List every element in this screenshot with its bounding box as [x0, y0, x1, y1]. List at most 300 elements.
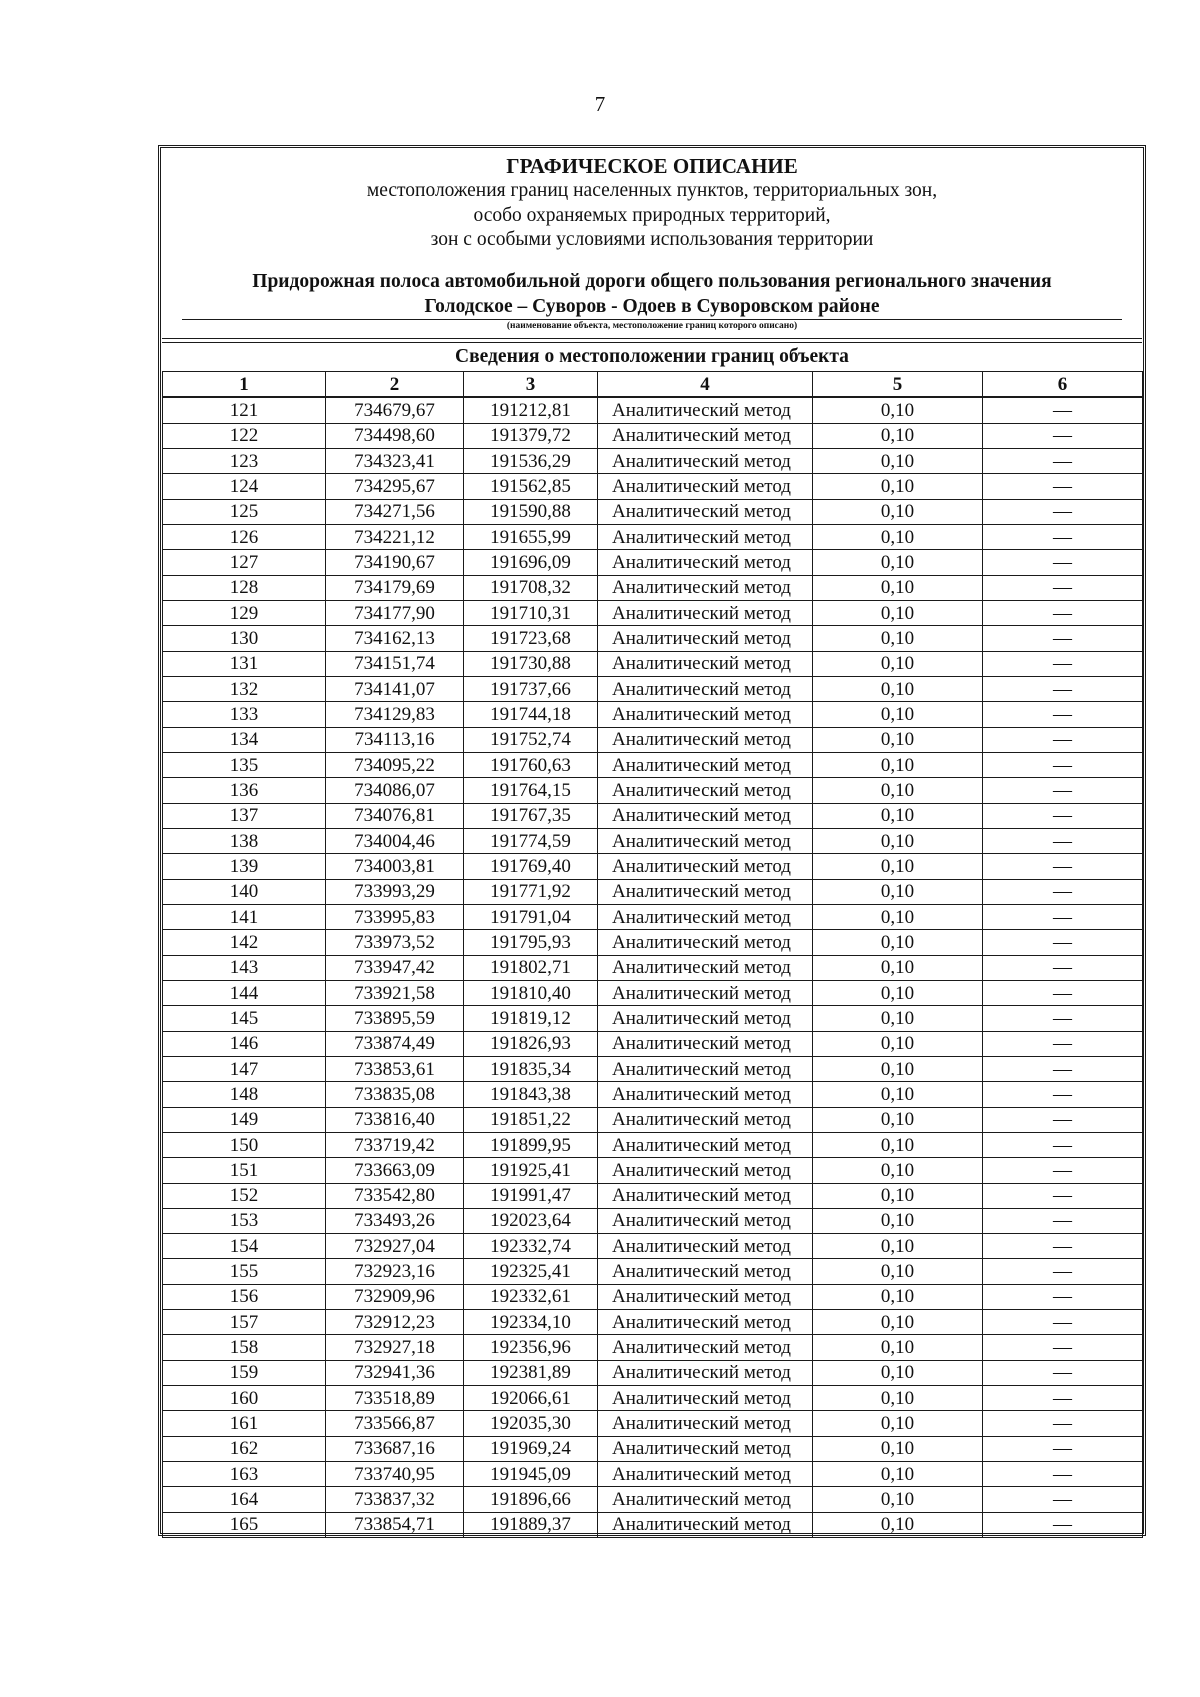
point-number-cell: 163	[163, 1462, 326, 1487]
y-coordinate-cell: 191744,18	[464, 702, 598, 727]
x-coordinate-cell: 734323,41	[326, 448, 464, 473]
y-coordinate-cell: 191889,37	[464, 1512, 598, 1537]
table-row	[163, 930, 1143, 955]
note-cell: —	[983, 1082, 1143, 1107]
note-cell: —	[983, 1031, 1143, 1056]
point-number-cell: 123	[163, 448, 326, 473]
y-coordinate-cell: 191843,38	[464, 1082, 598, 1107]
accuracy-cell: 0,10	[813, 904, 983, 929]
point-number-cell: 140	[163, 879, 326, 904]
x-coordinate-cell: 733493,26	[326, 1208, 464, 1233]
point-number-cell: 157	[163, 1310, 326, 1335]
x-coordinate-cell: 733973,52	[326, 930, 464, 955]
y-coordinate-cell: 191925,41	[464, 1158, 598, 1183]
point-number-cell: 126	[163, 524, 326, 549]
accuracy-cell: 0,10	[813, 1234, 983, 1259]
x-coordinate-cell: 733566,87	[326, 1411, 464, 1436]
table-row	[163, 600, 1143, 625]
column-header: 4	[598, 372, 813, 398]
table-row	[163, 1006, 1143, 1031]
point-number-cell: 134	[163, 727, 326, 752]
note-cell: —	[983, 1512, 1143, 1537]
object-name-underline	[182, 294, 1122, 320]
y-coordinate-cell: 191710,31	[464, 600, 598, 625]
y-coordinate-cell: 191730,88	[464, 651, 598, 676]
table-header-row	[163, 372, 1143, 398]
accuracy-cell: 0,10	[813, 423, 983, 448]
note-cell: —	[983, 930, 1143, 955]
note-cell: —	[983, 702, 1143, 727]
note-cell: —	[983, 1132, 1143, 1157]
x-coordinate-cell: 734271,56	[326, 499, 464, 524]
point-number-cell: 139	[163, 854, 326, 879]
note-cell: —	[983, 1259, 1143, 1284]
accuracy-cell: 0,10	[813, 1208, 983, 1233]
point-number-cell: 133	[163, 702, 326, 727]
method-cell: Аналитический метод	[598, 397, 813, 423]
y-coordinate-cell: 192356,96	[464, 1335, 598, 1360]
table-row	[163, 550, 1143, 575]
table-body	[163, 397, 1143, 1537]
table-row	[163, 904, 1143, 929]
table-row	[163, 879, 1143, 904]
point-number-cell: 143	[163, 955, 326, 980]
note-cell: —	[983, 803, 1143, 828]
note-cell: —	[983, 1386, 1143, 1411]
method-cell: Аналитический метод	[598, 930, 813, 955]
point-number-cell: 156	[163, 1284, 326, 1309]
point-number-cell: 141	[163, 904, 326, 929]
note-cell: —	[983, 575, 1143, 600]
y-coordinate-cell: 191379,72	[464, 423, 598, 448]
accuracy-cell: 0,10	[813, 575, 983, 600]
accuracy-cell: 0,10	[813, 879, 983, 904]
note-cell: —	[983, 1462, 1143, 1487]
x-coordinate-cell: 734162,13	[326, 626, 464, 651]
table-row	[163, 1056, 1143, 1081]
method-cell: Аналитический метод	[598, 499, 813, 524]
method-cell: Аналитический метод	[598, 1056, 813, 1081]
table-row	[163, 1208, 1143, 1233]
y-coordinate-cell: 192332,74	[464, 1234, 598, 1259]
note-cell: —	[983, 600, 1143, 625]
note-cell: —	[983, 1183, 1143, 1208]
point-number-cell: 165	[163, 1512, 326, 1537]
x-coordinate-cell: 734141,07	[326, 676, 464, 701]
x-coordinate-cell: 734076,81	[326, 803, 464, 828]
accuracy-cell: 0,10	[813, 397, 983, 423]
x-coordinate-cell: 733854,71	[326, 1512, 464, 1537]
point-number-cell: 142	[163, 930, 326, 955]
x-coordinate-cell: 734129,83	[326, 702, 464, 727]
method-cell: Аналитический метод	[598, 1082, 813, 1107]
note-cell: —	[983, 1335, 1143, 1360]
y-coordinate-cell: 191774,59	[464, 828, 598, 853]
y-coordinate-cell: 192325,41	[464, 1259, 598, 1284]
table-row	[163, 1234, 1143, 1259]
x-coordinate-cell: 733816,40	[326, 1107, 464, 1132]
y-coordinate-cell: 191795,93	[464, 930, 598, 955]
y-coordinate-cell: 191802,71	[464, 955, 598, 980]
table-row	[163, 1259, 1143, 1284]
accuracy-cell: 0,10	[813, 1132, 983, 1157]
method-cell: Аналитический метод	[598, 600, 813, 625]
method-cell: Аналитический метод	[598, 828, 813, 853]
note-cell: —	[983, 727, 1143, 752]
table-row	[163, 575, 1143, 600]
x-coordinate-cell: 733740,95	[326, 1462, 464, 1487]
accuracy-cell: 0,10	[813, 676, 983, 701]
y-coordinate-cell: 191826,93	[464, 1031, 598, 1056]
document-header	[162, 149, 1142, 339]
accuracy-cell: 0,10	[813, 1360, 983, 1385]
method-cell: Аналитический метод	[598, 727, 813, 752]
table-row	[163, 1132, 1143, 1157]
point-number-cell: 149	[163, 1107, 326, 1132]
method-cell: Аналитический метод	[598, 1158, 813, 1183]
point-number-cell: 144	[163, 980, 326, 1005]
object-name-line-1: Придорожная полоса автомобильной дороги общего пользования регионального значения	[252, 270, 1052, 292]
accuracy-cell: 0,10	[813, 727, 983, 752]
y-coordinate-cell: 191851,22	[464, 1107, 598, 1132]
y-coordinate-cell: 191708,32	[464, 575, 598, 600]
x-coordinate-cell: 732927,04	[326, 1234, 464, 1259]
note-cell: —	[983, 1006, 1143, 1031]
method-cell: Аналитический метод	[598, 474, 813, 499]
method-cell: Аналитический метод	[598, 1310, 813, 1335]
table-row	[163, 778, 1143, 803]
x-coordinate-cell: 734003,81	[326, 854, 464, 879]
x-coordinate-cell: 732909,96	[326, 1284, 464, 1309]
y-coordinate-cell: 191696,09	[464, 550, 598, 575]
column-header: 2	[326, 372, 464, 398]
x-coordinate-cell: 732923,16	[326, 1259, 464, 1284]
y-coordinate-cell: 191945,09	[464, 1462, 598, 1487]
accuracy-cell: 0,10	[813, 1082, 983, 1107]
table-row	[163, 828, 1143, 853]
method-cell: Аналитический метод	[598, 778, 813, 803]
accuracy-cell: 0,10	[813, 1386, 983, 1411]
note-cell: —	[983, 474, 1143, 499]
method-cell: Аналитический метод	[598, 575, 813, 600]
y-coordinate-cell: 191810,40	[464, 980, 598, 1005]
x-coordinate-cell: 734113,16	[326, 727, 464, 752]
note-cell: —	[983, 1158, 1143, 1183]
note-cell: —	[983, 1411, 1143, 1436]
method-cell: Аналитический метод	[598, 904, 813, 929]
method-cell: Аналитический метод	[598, 1006, 813, 1031]
table-row	[163, 651, 1143, 676]
note-cell: —	[983, 448, 1143, 473]
method-cell: Аналитический метод	[598, 752, 813, 777]
x-coordinate-cell: 732941,36	[326, 1360, 464, 1385]
table-row	[163, 524, 1143, 549]
point-number-cell: 147	[163, 1056, 326, 1081]
method-cell: Аналитический метод	[598, 1386, 813, 1411]
table-row	[163, 752, 1143, 777]
method-cell: Аналитический метод	[598, 980, 813, 1005]
point-number-cell: 164	[163, 1487, 326, 1512]
x-coordinate-cell: 734190,67	[326, 550, 464, 575]
accuracy-cell: 0,10	[813, 524, 983, 549]
table-row	[163, 423, 1143, 448]
accuracy-cell: 0,10	[813, 1183, 983, 1208]
note-cell: —	[983, 651, 1143, 676]
x-coordinate-cell: 732927,18	[326, 1335, 464, 1360]
accuracy-cell: 0,10	[813, 1462, 983, 1487]
x-coordinate-cell: 733835,08	[326, 1082, 464, 1107]
x-coordinate-cell: 734295,67	[326, 474, 464, 499]
x-coordinate-cell: 733995,83	[326, 904, 464, 929]
accuracy-cell: 0,10	[813, 600, 983, 625]
x-coordinate-cell: 733837,32	[326, 1487, 464, 1512]
method-cell: Аналитический метод	[598, 1284, 813, 1309]
accuracy-cell: 0,10	[813, 448, 983, 473]
accuracy-cell: 0,10	[813, 550, 983, 575]
point-number-cell: 161	[163, 1411, 326, 1436]
note-cell: —	[983, 423, 1143, 448]
accuracy-cell: 0,10	[813, 474, 983, 499]
method-cell: Аналитический метод	[598, 1183, 813, 1208]
method-cell: Аналитический метод	[598, 423, 813, 448]
x-coordinate-cell: 734004,46	[326, 828, 464, 853]
y-coordinate-cell: 191562,85	[464, 474, 598, 499]
x-coordinate-cell: 732912,23	[326, 1310, 464, 1335]
note-cell: —	[983, 676, 1143, 701]
accuracy-cell: 0,10	[813, 1158, 983, 1183]
accuracy-cell: 0,10	[813, 1107, 983, 1132]
y-coordinate-cell: 191760,63	[464, 752, 598, 777]
x-coordinate-cell: 733518,89	[326, 1386, 464, 1411]
accuracy-cell: 0,10	[813, 1436, 983, 1461]
note-cell: —	[983, 1436, 1143, 1461]
y-coordinate-cell: 191835,34	[464, 1056, 598, 1081]
method-cell: Аналитический метод	[598, 651, 813, 676]
y-coordinate-cell: 191212,81	[464, 397, 598, 423]
table-row	[163, 1335, 1143, 1360]
y-coordinate-cell: 191896,66	[464, 1487, 598, 1512]
note-cell: —	[983, 904, 1143, 929]
table-row	[163, 474, 1143, 499]
note-cell: —	[983, 524, 1143, 549]
method-cell: Аналитический метод	[598, 1436, 813, 1461]
method-cell: Аналитический метод	[598, 1107, 813, 1132]
note-cell: —	[983, 626, 1143, 651]
accuracy-cell: 0,10	[813, 702, 983, 727]
note-cell: —	[983, 1487, 1143, 1512]
accuracy-cell: 0,10	[813, 499, 983, 524]
x-coordinate-cell: 734679,67	[326, 397, 464, 423]
accuracy-cell: 0,10	[813, 1310, 983, 1335]
x-coordinate-cell: 733663,09	[326, 1158, 464, 1183]
x-coordinate-cell: 733993,29	[326, 879, 464, 904]
title-line-1: местоположения границ населенных пунктов, территориальных зон,	[366, 180, 938, 201]
y-coordinate-cell: 191590,88	[464, 499, 598, 524]
point-number-cell: 128	[163, 575, 326, 600]
note-cell: —	[983, 980, 1143, 1005]
method-cell: Аналитический метод	[598, 626, 813, 651]
point-number-cell: 162	[163, 1436, 326, 1461]
y-coordinate-cell: 191771,92	[464, 879, 598, 904]
table-row	[163, 1082, 1143, 1107]
x-coordinate-cell: 733687,16	[326, 1436, 464, 1461]
method-cell: Аналитический метод	[598, 676, 813, 701]
y-coordinate-cell: 192035,30	[464, 1411, 598, 1436]
table-row	[163, 980, 1143, 1005]
method-cell: Аналитический метод	[598, 1335, 813, 1360]
method-cell: Аналитический метод	[598, 879, 813, 904]
note-cell: —	[983, 397, 1143, 423]
point-number-cell: 160	[163, 1386, 326, 1411]
y-coordinate-cell: 191764,15	[464, 778, 598, 803]
point-number-cell: 122	[163, 423, 326, 448]
table-row	[163, 702, 1143, 727]
method-cell: Аналитический метод	[598, 1462, 813, 1487]
x-coordinate-cell: 734498,60	[326, 423, 464, 448]
point-number-cell: 127	[163, 550, 326, 575]
method-cell: Аналитический метод	[598, 1132, 813, 1157]
point-number-cell: 154	[163, 1234, 326, 1259]
note-cell: —	[983, 1234, 1143, 1259]
title-line-2: особо охраняемых природных территорий,	[473, 204, 831, 226]
accuracy-cell: 0,10	[813, 854, 983, 879]
point-number-cell: 135	[163, 752, 326, 777]
note-cell: —	[983, 1107, 1143, 1132]
method-cell: Аналитический метод	[598, 1411, 813, 1436]
accuracy-cell: 0,10	[813, 803, 983, 828]
table-row	[163, 1436, 1143, 1461]
table-row	[163, 854, 1143, 879]
table-row	[163, 727, 1143, 752]
x-coordinate-cell: 734221,12	[326, 524, 464, 549]
column-header: 6	[983, 372, 1143, 398]
note-cell: —	[983, 499, 1143, 524]
accuracy-cell: 0,10	[813, 626, 983, 651]
document-title: ГРАФИЧЕСКОЕ ОПИСАНИЕ	[506, 154, 798, 178]
accuracy-cell: 0,10	[813, 1259, 983, 1284]
note-cell: —	[983, 752, 1143, 777]
x-coordinate-cell: 733853,61	[326, 1056, 464, 1081]
method-cell: Аналитический метод	[598, 524, 813, 549]
method-cell: Аналитический метод	[598, 1360, 813, 1385]
table-row	[163, 1310, 1143, 1335]
method-cell: Аналитический метод	[598, 702, 813, 727]
point-number-cell: 150	[163, 1132, 326, 1157]
note-cell: —	[983, 778, 1143, 803]
point-number-cell: 148	[163, 1082, 326, 1107]
point-number-cell: 124	[163, 474, 326, 499]
y-coordinate-cell: 191723,68	[464, 626, 598, 651]
accuracy-cell: 0,10	[813, 1411, 983, 1436]
accuracy-cell: 0,10	[813, 778, 983, 803]
note-cell: —	[983, 828, 1143, 853]
point-number-cell: 121	[163, 397, 326, 423]
point-number-cell: 129	[163, 600, 326, 625]
table-row	[163, 803, 1143, 828]
method-cell: Аналитический метод	[598, 1259, 813, 1284]
x-coordinate-cell: 733542,80	[326, 1183, 464, 1208]
point-number-cell: 151	[163, 1158, 326, 1183]
x-coordinate-cell: 734177,90	[326, 600, 464, 625]
point-number-cell: 125	[163, 499, 326, 524]
y-coordinate-cell: 191819,12	[464, 1006, 598, 1031]
table-row	[163, 1183, 1143, 1208]
note-cell: —	[983, 1310, 1143, 1335]
note-cell: —	[983, 1284, 1143, 1309]
point-number-cell: 137	[163, 803, 326, 828]
point-number-cell: 155	[163, 1259, 326, 1284]
method-cell: Аналитический метод	[598, 1208, 813, 1233]
note-cell: —	[983, 1360, 1143, 1385]
column-header: 1	[163, 372, 326, 398]
x-coordinate-cell: 733921,58	[326, 980, 464, 1005]
y-coordinate-cell: 191767,35	[464, 803, 598, 828]
note-cell: —	[983, 879, 1143, 904]
table-row	[163, 1031, 1143, 1056]
table-row	[163, 955, 1143, 980]
section-title: Сведения о местоположении границ объекта	[162, 342, 1142, 370]
table-row	[163, 1386, 1143, 1411]
note-cell: —	[983, 550, 1143, 575]
accuracy-cell: 0,10	[813, 651, 983, 676]
point-number-cell: 153	[163, 1208, 326, 1233]
table-row	[163, 397, 1143, 423]
x-coordinate-cell: 733874,49	[326, 1031, 464, 1056]
y-coordinate-cell: 191969,24	[464, 1436, 598, 1461]
point-number-cell: 145	[163, 1006, 326, 1031]
accuracy-cell: 0,10	[813, 980, 983, 1005]
accuracy-cell: 0,10	[813, 930, 983, 955]
method-cell: Аналитический метод	[598, 803, 813, 828]
method-cell: Аналитический метод	[598, 1234, 813, 1259]
note-cell: —	[983, 1056, 1143, 1081]
coordinates-table	[162, 371, 1143, 1538]
page-number: 7	[594, 92, 606, 116]
y-coordinate-cell: 191899,95	[464, 1132, 598, 1157]
method-cell: Аналитический метод	[598, 1487, 813, 1512]
table-row	[163, 626, 1143, 651]
accuracy-cell: 0,10	[813, 955, 983, 980]
point-number-cell: 136	[163, 778, 326, 803]
y-coordinate-cell: 192332,61	[464, 1284, 598, 1309]
accuracy-cell: 0,10	[813, 1512, 983, 1537]
table-row	[163, 1411, 1143, 1436]
y-coordinate-cell: 191991,47	[464, 1183, 598, 1208]
method-cell: Аналитический метод	[598, 854, 813, 879]
accuracy-cell: 0,10	[813, 1284, 983, 1309]
accuracy-cell: 0,10	[813, 1056, 983, 1081]
column-header: 3	[464, 372, 598, 398]
note-cell: —	[983, 1208, 1143, 1233]
table-row	[163, 448, 1143, 473]
table-row	[163, 1158, 1143, 1183]
accuracy-cell: 0,10	[813, 1487, 983, 1512]
point-number-cell: 131	[163, 651, 326, 676]
accuracy-cell: 0,10	[813, 828, 983, 853]
point-number-cell: 132	[163, 676, 326, 701]
x-coordinate-cell: 733895,59	[326, 1006, 464, 1031]
table-row	[163, 676, 1143, 701]
y-coordinate-cell: 191752,74	[464, 727, 598, 752]
table-row	[163, 1107, 1143, 1132]
object-caption: (наименование объекта, местоположение границ которого описано)	[506, 320, 798, 331]
title-line-3: зон с особыми условиями использования территории	[430, 229, 874, 250]
y-coordinate-cell: 192381,89	[464, 1360, 598, 1385]
method-cell: Аналитический метод	[598, 448, 813, 473]
point-number-cell: 158	[163, 1335, 326, 1360]
table-row	[163, 1512, 1143, 1537]
point-number-cell: 159	[163, 1360, 326, 1385]
